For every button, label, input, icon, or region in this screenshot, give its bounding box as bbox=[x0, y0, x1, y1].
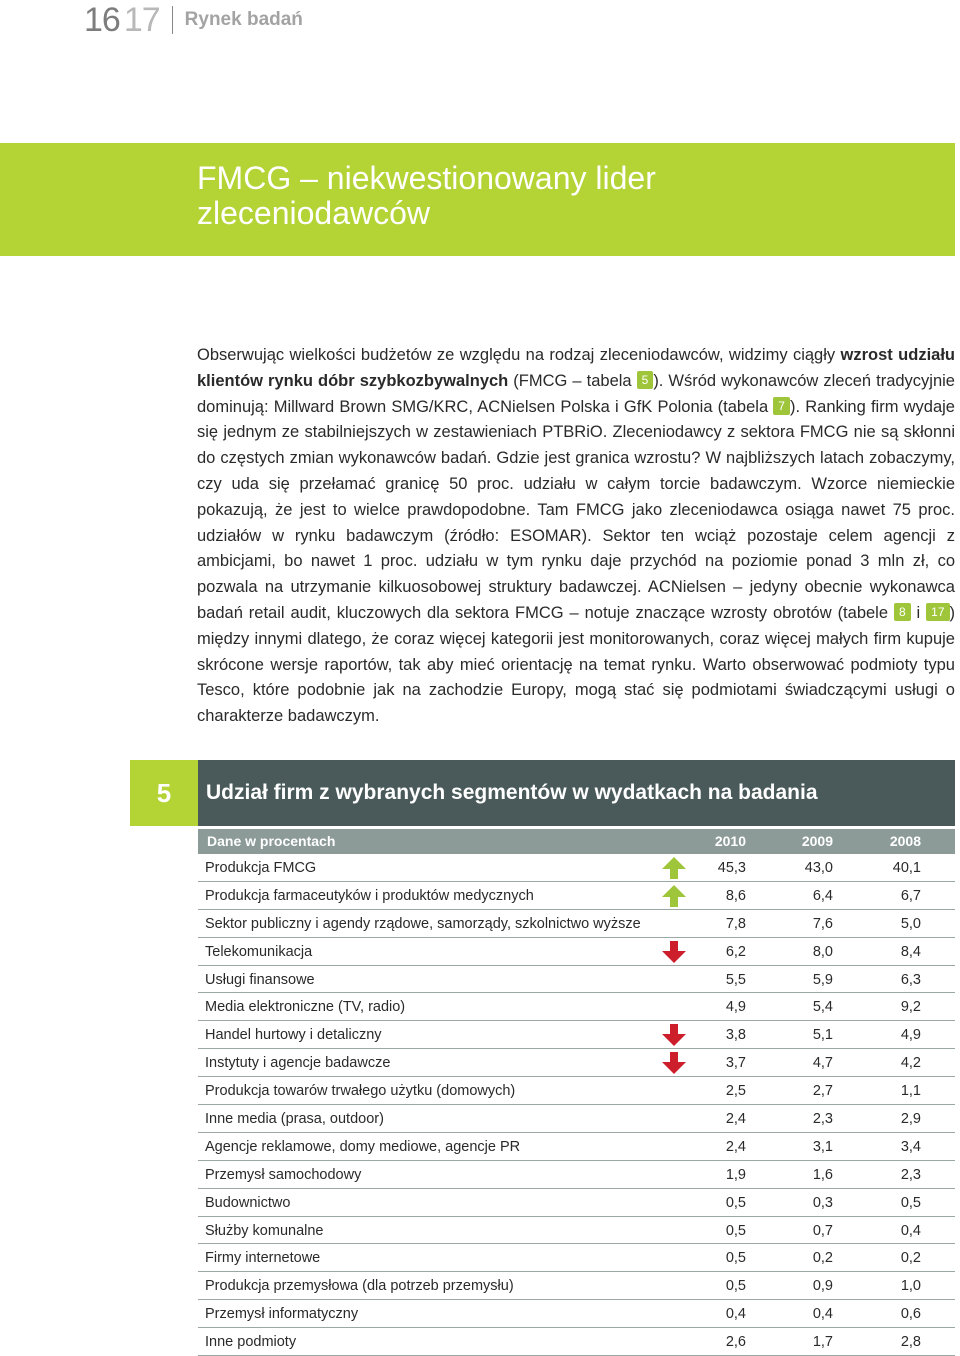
value-cell-2008: 4,2 bbox=[900, 1055, 921, 1072]
table-ref-badge[interactable]: 7 bbox=[773, 397, 790, 415]
table-title: Udział firm z wybranych segmentów w wydatkach na badania bbox=[198, 760, 955, 826]
row-label: Telekomunikacja bbox=[205, 943, 313, 960]
value-cell-2010: 6,2 bbox=[725, 943, 746, 960]
value-cell-2010: 5,5 bbox=[725, 971, 746, 988]
value-cell-2008: 2,9 bbox=[900, 1111, 921, 1128]
value-cell-2010: 2,4 bbox=[725, 1138, 746, 1155]
row-label: Produkcja farmaceutyków i produktów medycznych bbox=[205, 887, 534, 904]
row-label: Agencje reklamowe, domy mediowe, agencje PR bbox=[205, 1138, 521, 1155]
table-header-label: Dane w procentach bbox=[207, 833, 336, 849]
table-row bbox=[198, 1189, 955, 1217]
row-label: Budownictwo bbox=[205, 1194, 291, 1211]
table-ref-badge[interactable]: 5 bbox=[637, 371, 654, 389]
arrow-down-icon bbox=[661, 1023, 687, 1047]
row-label: Firmy internetowe bbox=[205, 1250, 321, 1267]
value-cell-2010: 45,3 bbox=[717, 860, 746, 876]
text-run: ). Ranking firm wydaje się jednym ze stabilniejszych w zestawieniach PTBRiO. Zleceniodawcy z sektora FMCG nie są skłonni do częstych zmian wykonawców badań. Gdzie jest granica wzrostu? W najbliższych latach zobaczymy, czy uda się przełamać granicę 50 proc. udziału w całym torcie badawczym. Wzorce niemieckie pokazują, że jest to wielce prawdopodobne. Tam FMCG jako zleceniodawca osiąga nawet 75 proc. udziałów w rynku badawczym (źródło: ESOMAR). Sektor ten wciąż pozostaje celem agencji z ambicjami, bo nawet 1 proc. udziału w tym rynku daje przychód na poziomie ponad 3 mln zł, co pozwala na utrzymanie kilkuosobowej struktury badawczej. ACNielsen – jedyny obecnie wykonawca badań retail audit, kluczowych dla sektora FMCG – notuje znaczące wzrosty obrotów (tabele bbox=[197, 397, 955, 622]
table-row bbox=[198, 854, 955, 882]
table-row bbox=[198, 993, 955, 1021]
value-cell-2010: 0,5 bbox=[725, 1222, 746, 1239]
value-cell-2009: 3,1 bbox=[812, 1138, 833, 1155]
value-cell-2009: 6,4 bbox=[812, 887, 833, 904]
bold-text: wzrost udziału klientów rynku dóbr szybkozbywalnych bbox=[197, 346, 956, 390]
year-header: 2009 bbox=[801, 833, 833, 849]
value-cell-2010: 0,5 bbox=[725, 1278, 746, 1295]
value-cell-2010: 4,9 bbox=[725, 999, 746, 1016]
value-cell-2008: 0,4 bbox=[900, 1222, 921, 1239]
row-label: Instytuty i agencje badawcze bbox=[205, 1055, 391, 1072]
table-row bbox=[198, 1328, 955, 1356]
value-cell-2009: 0,4 bbox=[812, 1306, 833, 1323]
arrow-down-icon bbox=[661, 1051, 687, 1075]
value-cell-2009: 0,7 bbox=[812, 1222, 833, 1239]
row-label: Usługi finansowe bbox=[205, 971, 315, 988]
value-cell-2009: 5,4 bbox=[812, 999, 833, 1016]
table-row bbox=[198, 1105, 955, 1133]
table-row bbox=[198, 1077, 955, 1105]
value-cell-2009: 2,7 bbox=[812, 1083, 833, 1100]
value-cell-2008: 6,3 bbox=[900, 971, 921, 988]
table-row bbox=[198, 1217, 955, 1245]
value-cell-2009: 1,6 bbox=[812, 1166, 833, 1183]
value-cell-2008: 1,1 bbox=[900, 1083, 921, 1100]
value-cell-2008: 8,4 bbox=[900, 943, 921, 960]
value-cell-2009: 1,7 bbox=[812, 1334, 833, 1351]
value-cell-2010: 8,6 bbox=[725, 887, 746, 904]
value-cell-2008: 3,4 bbox=[900, 1138, 921, 1155]
value-cell-2008: 9,2 bbox=[900, 999, 921, 1016]
table-ref-badge[interactable]: 17 bbox=[926, 603, 949, 621]
row-label: Produkcja przemysłowa (dla potrzeb przemysłu) bbox=[205, 1278, 514, 1295]
value-cell-2008: 1,0 bbox=[900, 1278, 921, 1295]
table-row bbox=[198, 1133, 955, 1161]
value-cell-2008: 40,1 bbox=[892, 860, 921, 876]
value-cell-2010: 2,4 bbox=[725, 1111, 746, 1128]
text-run: (FMCG – tabela bbox=[508, 371, 637, 390]
value-cell-2009: 8,0 bbox=[812, 943, 833, 960]
table-row bbox=[198, 1049, 955, 1077]
row-label: Produkcja FMCG bbox=[205, 860, 317, 876]
row-label: Handel hurtowy i detaliczny bbox=[205, 1027, 382, 1044]
text-run: ) między innymi dlatego, że coraz więcej kategorii jest monitorowanych, coraz więcej małych firm kupuje skrócone wersje raportów, tak aby mieć orientację na temat rynku. Warto obserwować podmioty typu Tesco, które podobnie jak na zachodzie Europy, mogą stać się podmiotami świadczącymi usługi o charakterze badawczym. bbox=[197, 603, 956, 726]
value-cell-2008: 5,0 bbox=[900, 915, 921, 932]
row-label: Inne podmioty bbox=[205, 1334, 297, 1351]
value-cell-2009: 43,0 bbox=[804, 860, 833, 876]
table-header bbox=[198, 829, 955, 854]
row-label: Inne media (prasa, outdoor) bbox=[205, 1111, 384, 1128]
value-cell-2010: 2,5 bbox=[725, 1083, 746, 1100]
value-cell-2010: 0,5 bbox=[725, 1194, 746, 1211]
value-cell-2010: 7,8 bbox=[725, 915, 746, 932]
value-cell-2008: 0,5 bbox=[900, 1194, 921, 1211]
page-title-line-2: zleceniodawców bbox=[197, 195, 431, 231]
value-cell-2009: 0,9 bbox=[812, 1278, 833, 1295]
value-cell-2009: 0,2 bbox=[812, 1250, 833, 1267]
arrow-down-icon bbox=[661, 940, 687, 964]
page-header bbox=[84, 0, 303, 40]
value-cell-2010: 2,6 bbox=[725, 1334, 746, 1351]
title-band bbox=[0, 143, 955, 256]
row-label: Służby komunalne bbox=[205, 1222, 324, 1239]
value-cell-2010: 1,9 bbox=[725, 1166, 746, 1183]
table-row bbox=[198, 1161, 955, 1189]
table-number: 5 bbox=[130, 760, 198, 826]
value-cell-2008: 2,8 bbox=[900, 1334, 921, 1351]
value-cell-2010: 0,5 bbox=[725, 1250, 746, 1267]
table-body bbox=[198, 854, 955, 1356]
table-row bbox=[198, 1300, 955, 1328]
value-cell-2008: 2,3 bbox=[900, 1166, 921, 1183]
value-cell-2010: 3,8 bbox=[725, 1027, 746, 1044]
row-label: Przemysł informatyczny bbox=[205, 1306, 359, 1323]
value-cell-2008: 0,2 bbox=[900, 1250, 921, 1267]
year-header: 2010 bbox=[714, 833, 746, 849]
year-header: 2008 bbox=[889, 833, 921, 849]
value-cell-2009: 5,1 bbox=[812, 1027, 833, 1044]
page-number-right: 17 bbox=[123, 1, 160, 39]
table-row bbox=[198, 910, 955, 938]
value-cell-2010: 3,7 bbox=[725, 1055, 746, 1072]
value-cell-2008: 0,6 bbox=[900, 1306, 921, 1323]
value-cell-2008: 4,9 bbox=[900, 1027, 921, 1044]
text-run: Obserwując wielkości budżetów ze względu na rodzaj zleceniodawców, widzimy ciągły bbox=[197, 346, 841, 364]
value-cell-2009: 0,3 bbox=[812, 1194, 833, 1211]
value-cell-2008: 6,7 bbox=[900, 887, 921, 904]
body-paragraph bbox=[197, 343, 955, 730]
page-number-left: 16 bbox=[84, 1, 120, 39]
page-title-line-1: FMCG – niekwestionowany lider bbox=[197, 160, 656, 196]
row-label: Sektor publiczny i agendy rządowe, samorządy, szkolnictwo wyższe bbox=[205, 915, 641, 932]
value-cell-2009: 5,9 bbox=[812, 971, 833, 988]
section-label: Rynek badań bbox=[184, 9, 303, 30]
text-run: i bbox=[910, 603, 927, 622]
table-row bbox=[198, 938, 955, 966]
value-cell-2009: 4,7 bbox=[812, 1055, 833, 1072]
value-cell-2009: 2,3 bbox=[812, 1111, 833, 1128]
table-row bbox=[198, 966, 955, 994]
table-row bbox=[198, 1021, 955, 1049]
table-row bbox=[198, 1244, 955, 1272]
arrow-up-icon bbox=[661, 884, 687, 908]
row-label: Przemysł samochodowy bbox=[205, 1166, 362, 1183]
header-divider bbox=[172, 6, 173, 34]
table-row bbox=[198, 882, 955, 910]
page-title bbox=[197, 161, 656, 231]
value-cell-2009: 7,6 bbox=[812, 915, 833, 932]
text-run: ). Wśród wykonawców zleceń tradycyjnie dominują: Millward Brown SMG/KRC, ACNielsen Polska i GfK Polonia (tabela bbox=[197, 371, 955, 416]
row-label: Produkcja towarów trwałego użytku (domowych) bbox=[205, 1083, 516, 1100]
table-row bbox=[198, 1272, 955, 1300]
arrow-up-icon bbox=[661, 856, 687, 880]
table-ref-badge[interactable]: 8 bbox=[894, 603, 911, 621]
value-cell-2010: 0,4 bbox=[725, 1306, 746, 1323]
row-label: Media elektroniczne (TV, radio) bbox=[205, 999, 406, 1016]
